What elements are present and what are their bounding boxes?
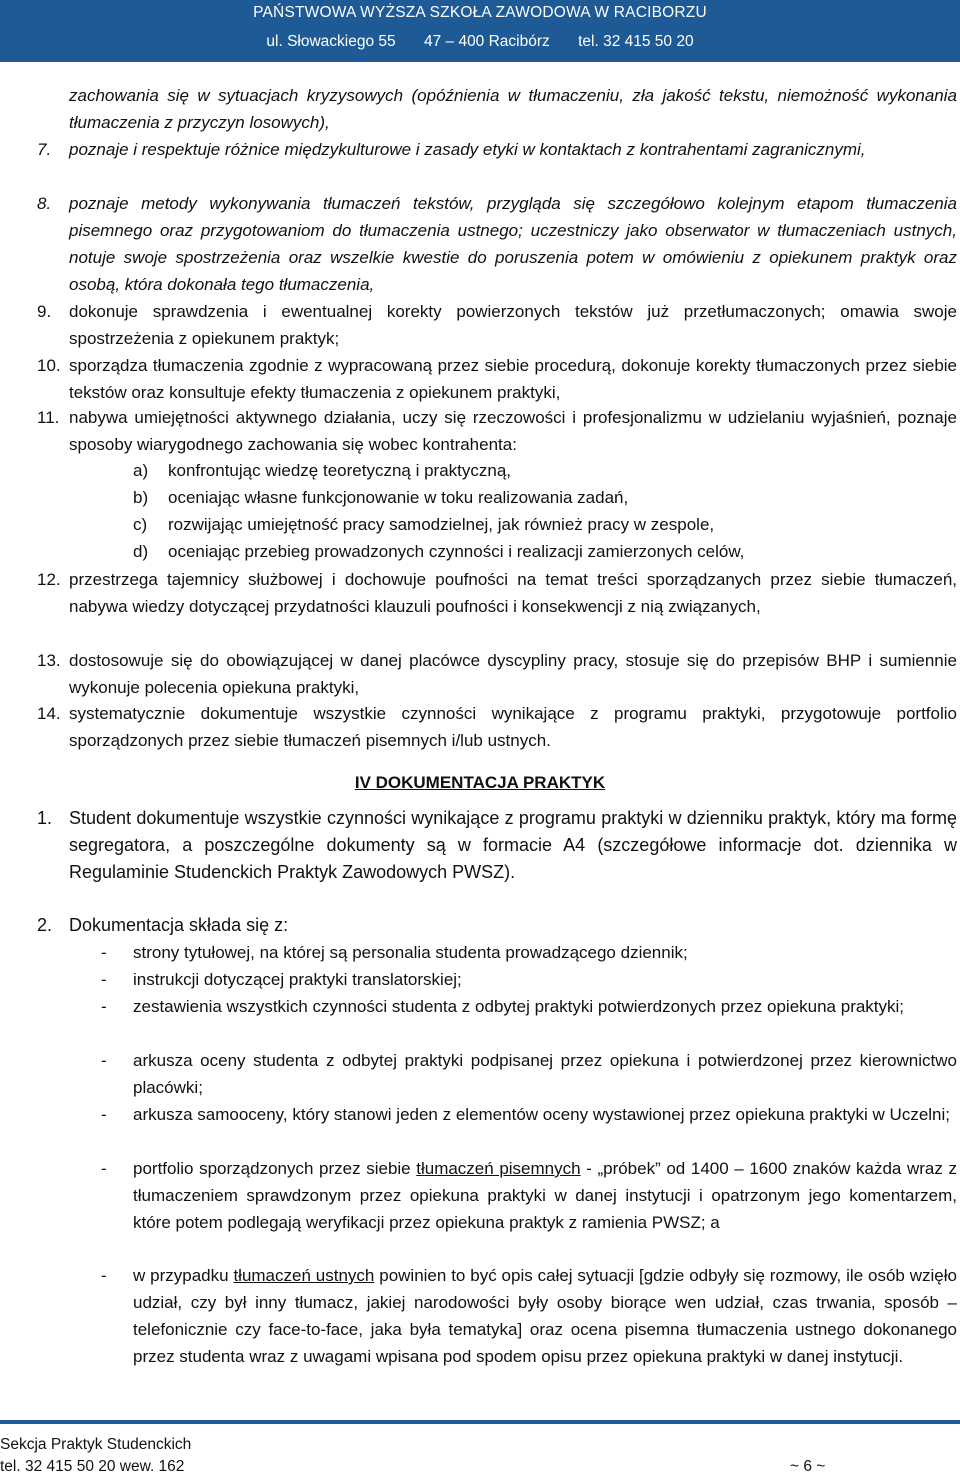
item-text: systematycznie dokumentuje wszystkie czynności wynikające z programu praktyki, przygotowuje portfolio sporządzonych przez siebie tłumaczeń pisemnych i/lub ustnych. [69,704,957,750]
sub-item-text: konfrontując wiedzę teoretyczną i praktyczną, [168,461,512,480]
item-number: 11. [37,408,60,427]
item-number: 12. [37,570,61,589]
dash-text [133,1155,957,1236]
item-text: nabywa umiejętności aktywnego działania, uczy się rzeczowości i profesjonalizmu w udzielaniu wyjaśnień, poznaje sposoby wiarygodnego zachowania się wobec kontrahenta: [69,408,957,454]
intro-continuation: zachowania się w sytuacjach kryzysowych (opóźnienia w tłumaczeniu, zła jakość tekstu, niemożność wykonania tłumaczenia z przyczyn losowych), [69,86,957,132]
item-number: 8. [37,194,52,213]
item-number: 9. [37,302,52,321]
dash-mark: - [101,1159,107,1178]
dash-text-before: portfolio sporządzonych przez siebie [133,1159,417,1178]
item-text: sporządza tłumaczenia zgodnie z wypracowaną przez siebie procedurą, dokonuje korekty tłumaczonych przez siebie tekstów oraz konsultuje efekty tłumaczenia z opiekunem praktyki, [69,356,957,402]
section-title: IV DOKUMENTACJA PRAKTYK [354,773,606,792]
item-number: 10. [37,356,61,375]
dash-text-before: w przypadku [133,1266,234,1285]
item-text: poznaje i respektuje różnice międzykulturowe i zasady etyki w kontaktach z kontrahentami zagranicznymi, [69,140,866,159]
sub-item-text: oceniając własne funkcjonowanie w toku realizowania zadań, [168,488,629,507]
written-translations-link-text: tłumaczeń pisemnych [416,1159,581,1178]
dash-mark: - [101,1105,107,1124]
dash-mark: - [101,943,107,962]
item-number: 1. [37,808,53,828]
header-street: ul. Słowackiego 55 [266,33,396,50]
oral-translations-text: tłumaczeń ustnych [233,1266,375,1285]
header-address [0,33,960,51]
dash-text: arkusza oceny studenta z odbytej praktyki podpisanej przez opiekuna i potwierdzonej przez kierownictwo placówki; [133,1051,957,1097]
dash-text-after: - „próbek” od 1400 – 1600 znaków każda wraz z tłumaczeniem sprawdzonym przez opiekuna praktyki w danej instytucji i opatrzonym jego komentarzem, które potem podlegają weryfikacji przez opiekuna praktyk z ramienia PWSZ; a [133,1159,957,1232]
header-phone: tel. 32 415 50 20 [578,33,694,50]
dash-mark: - [101,1266,107,1285]
dash-mark: - [101,997,107,1016]
sub-item-mark: b) [133,488,149,507]
item-text: Dokumentacja składa się z: [69,915,289,935]
item-text: poznaje metody wykonywania tłumaczeń tekstów, przygląda się szczegółowo kolejnym etapom tłumaczenia pisemnego oraz przygotowaniom do tłumaczenia ustnego; uczestniczy jako obserwator w tłumaczeniach ustnych, notuje swoje spostrzeżenia oraz wszelkie kwestie do poruszenia potem w omówieniu z opiekunem praktyk oraz osobą, która dokonała tego tłumaczenia, [69,194,957,294]
item-text: dokonuje sprawdzenia i ewentualnej korekty powierzonych tekstów już przetłumaczonych; omawia swoje spostrzeżenia z opiekunem praktyk; [69,302,957,348]
footer-divider [0,1420,960,1424]
page-number: ~ 6 ~ [790,1458,826,1475]
item-text: przestrzega tajemnicy służbowej i dochowuje poufności na temat treści sporządzanych przez siebie tłumaczeń, nabywa wiedzy dotyczącej przydatności klauzuli poufności i konsekwencji z nią związanych, [69,570,957,616]
item-number: 13. [37,651,61,670]
institution-name: PAŃSTWOWA WYŻSZA SZKOŁA ZAWODOWA W RACIBORZU [253,4,707,21]
dash-text: instrukcji dotyczącej praktyki translatorskiej; [133,970,462,989]
footer-phone: tel. 32 415 50 20 wew. 162 [0,1458,185,1475]
dash-text [133,1262,957,1370]
item-number: 2. [37,915,53,935]
footer-unit: Sekcja Praktyk Studenckich [0,1436,192,1453]
item-number: 7. [37,140,52,159]
header-city: 47 – 400 Racibórz [423,33,550,50]
dash-mark: - [101,1051,107,1070]
page-header [0,0,960,62]
dash-mark: - [101,970,107,989]
sub-item-mark: c) [133,515,148,534]
dash-text-after: powinien to być opis całej sytuacji [gdzie odbyły się rozmowy, ile osób wzięło udział, czy był inny tłumacz, jakiej narodowości były osoby biorące wen udział, czas trwania, sposób – telefonicznie czy face-to-face, jaka była tematyka] oraz ocena pisemna tłumaczenia ustnego dokonanego przez studenta wraz z uwagami wpisana pod spodem opisu przez opiekuna praktyki w danej instytucji. [133,1266,957,1366]
sub-item-text: rozwijając umiejętność pracy samodzielnej, jak również pracy w zespole, [168,515,715,534]
item-text: dostosowuje się do obowiązującej w danej placówce dyscypliny pracy, stosuje się do przepisów BHP i sumiennie wykonuje polecenia opiekuna praktyki, [69,651,957,697]
sub-item-mark: d) [133,542,149,561]
sub-item-text: oceniając przebieg prowadzonych czynności i realizacji zamierzonych celów, [168,542,745,561]
item-number: 14. [37,704,61,723]
sub-item-mark: a) [133,461,149,480]
dash-text: arkusza samooceny, który stanowi jeden z elementów oceny wystawionej przez opiekuna praktyki w Uczelni; [133,1105,951,1124]
dash-text: strony tytułowej, na której są personalia studenta prowadzącego dziennik; [133,943,688,962]
dash-text: zestawienia wszystkich czynności studenta z odbytej praktyki potwierdzonych przez opiekuna praktyki; [133,997,905,1016]
item-text: Student dokumentuje wszystkie czynności wynikające z programu praktyki w dzienniku praktyk, który ma formę segregatora, a poszczególne dokumenty są w formacie A4 (szczegółowe informacje dot. dziennika w Regulaminie Studenckich Praktyk Zawodowych PWSZ). [69,808,957,882]
